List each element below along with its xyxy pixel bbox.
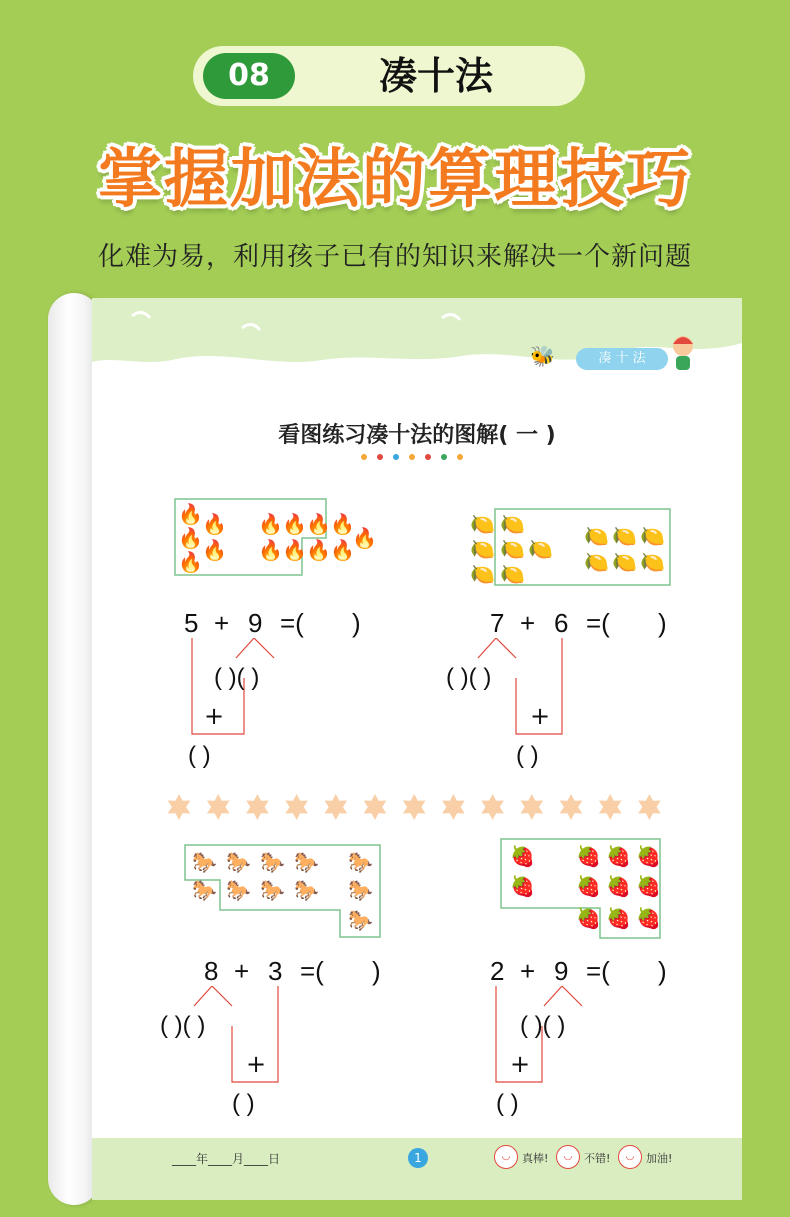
- star-icon: [442, 794, 465, 820]
- star-icon: [168, 794, 191, 820]
- campfire-icon: 🔥: [282, 512, 307, 536]
- star-icon: [521, 794, 544, 820]
- lemon-icon: 🍋: [612, 524, 637, 548]
- equation: [490, 608, 690, 642]
- child-mascot-icon: [666, 332, 700, 374]
- sum-blank[interactable]: ( ): [496, 1090, 519, 1117]
- lemon-icon: 🍋: [500, 562, 525, 586]
- strawberry-icon: 🍓: [606, 874, 631, 898]
- plus-sign: +: [204, 702, 225, 730]
- answer-close: ): [658, 608, 667, 638]
- horse-icon: 🐎: [348, 908, 373, 932]
- star-icon: [481, 794, 504, 820]
- worksheet-title: 看图练习凑十法的图解( 一 ): [278, 423, 556, 448]
- strawberry-icon: 🍓: [510, 844, 535, 868]
- plus-sign: +: [520, 608, 536, 638]
- campfire-icon: 🔥: [178, 502, 203, 526]
- strawberry-icon: 🍓: [636, 906, 661, 930]
- campfire-icon: 🔥: [202, 538, 227, 562]
- section-header: [193, 46, 585, 106]
- lemon-icon: 🍋: [640, 550, 665, 574]
- horse-icon: 🐎: [192, 878, 217, 902]
- star-icon: [638, 794, 661, 820]
- plus-sign: +: [520, 956, 536, 986]
- star-icon: [246, 794, 269, 820]
- lemon-icon: 🍋: [470, 537, 495, 561]
- campfire-icon: 🔥: [202, 512, 227, 536]
- answer-close: ): [372, 956, 381, 986]
- split-blanks[interactable]: ( )( ): [446, 664, 492, 691]
- split-blanks[interactable]: ( )( ): [520, 1012, 566, 1039]
- strawberry-icon: 🍓: [636, 844, 661, 868]
- worksheet-page: [92, 298, 742, 1200]
- campfire-icon: 🔥: [258, 512, 283, 536]
- star-icon: [285, 794, 308, 820]
- rating-good: 不错!: [584, 1152, 611, 1165]
- horse-icon: 🐎: [348, 850, 373, 874]
- addend-b: 3: [268, 956, 283, 986]
- equals-open: =(: [586, 608, 610, 638]
- lemon-icon: 🍋: [640, 524, 665, 548]
- lemon-icon: 🍋: [612, 550, 637, 574]
- lemon-icon: 🍋: [584, 524, 609, 548]
- sum-blank[interactable]: ( ): [232, 1090, 255, 1117]
- star-divider: [164, 792, 664, 822]
- star-icon: [325, 794, 348, 820]
- sum-blank[interactable]: ( ): [188, 742, 211, 769]
- addend-b: 9: [248, 608, 263, 638]
- addend-a: 2: [490, 956, 505, 986]
- horse-icon: 🐎: [294, 878, 319, 902]
- strawberry-icon: 🍓: [510, 874, 535, 898]
- campfire-icon: 🔥: [330, 512, 355, 536]
- bee-icon: 🐝: [530, 344, 555, 368]
- campfire-icon: 🔥: [178, 550, 203, 574]
- campfire-icon: 🔥: [330, 538, 355, 562]
- horse-icon: 🐎: [260, 878, 285, 902]
- star-icon: [207, 794, 230, 820]
- sum-blank[interactable]: ( ): [516, 742, 539, 769]
- campfire-icon: 🔥: [306, 512, 331, 536]
- lemon-icon: 🍋: [500, 537, 525, 561]
- strawberry-icon: 🍓: [606, 906, 631, 930]
- star-icon: [364, 794, 387, 820]
- section-number-badge: 08: [203, 53, 295, 99]
- strawberry-icon: 🍓: [576, 874, 601, 898]
- horse-icon: 🐎: [226, 878, 251, 902]
- addend-b: 6: [554, 608, 569, 638]
- lemon-icon: 🍋: [470, 562, 495, 586]
- answer-close: ): [352, 608, 361, 638]
- lemon-icon: 🍋: [528, 537, 553, 561]
- plus-sign: +: [530, 702, 551, 730]
- split-blanks[interactable]: ( )( ): [160, 1012, 206, 1039]
- section-title: 凑十法: [378, 54, 493, 98]
- campfire-icon: 🔥: [352, 526, 377, 550]
- headline: 掌握加法的算理技巧: [98, 143, 692, 217]
- page-number: 1: [408, 1148, 428, 1168]
- equals-open: =(: [280, 608, 304, 638]
- star-icon: [560, 794, 583, 820]
- lemon-icon: 🍋: [584, 550, 609, 574]
- campfire-icon: 🔥: [178, 526, 203, 550]
- strawberry-icon: 🍓: [636, 874, 661, 898]
- subtitle: 化难为易，利用孩子已有的知识来解决一个新问题: [97, 242, 692, 272]
- equation: [184, 608, 384, 642]
- strawberry-icon: 🍓: [606, 844, 631, 868]
- addend-a: 7: [490, 608, 505, 638]
- equation: [490, 956, 690, 990]
- lemon-icon: 🍋: [500, 512, 525, 536]
- smiley-face-icon: ◡: [494, 1145, 518, 1169]
- equation: [204, 956, 404, 990]
- horse-icon: 🐎: [260, 850, 285, 874]
- date-line: ____年____月____日: [172, 1152, 281, 1166]
- campfire-icon: 🔥: [282, 538, 307, 562]
- lemon-icon: 🍋: [470, 512, 495, 536]
- plus-sign: +: [246, 1050, 267, 1078]
- strawberry-icon: 🍓: [576, 844, 601, 868]
- campfire-icon: 🔥: [306, 538, 331, 562]
- plus-sign: +: [234, 956, 250, 986]
- addend-a: 8: [204, 956, 219, 986]
- split-blanks[interactable]: ( )( ): [214, 664, 260, 691]
- answer-close: ): [658, 956, 667, 986]
- equals-open: =(: [586, 956, 610, 986]
- horse-icon: 🐎: [294, 850, 319, 874]
- strawberry-icon: 🍓: [576, 906, 601, 930]
- star-icon: [403, 794, 426, 820]
- addend-b: 9: [554, 956, 569, 986]
- rating-try-harder: 加油!: [646, 1152, 673, 1165]
- horse-icon: 🐎: [192, 850, 217, 874]
- rating-great: 真棒!: [522, 1152, 549, 1165]
- plus-sign: +: [214, 608, 230, 638]
- smiley-face-icon: ◡: [618, 1145, 642, 1169]
- equals-open: =(: [300, 956, 324, 986]
- star-icon: [599, 794, 622, 820]
- horse-icon: 🐎: [226, 850, 251, 874]
- horse-icon: 🐎: [348, 878, 373, 902]
- campfire-icon: 🔥: [258, 538, 283, 562]
- topic-tag: 凑 十 法: [576, 348, 668, 370]
- title-ornament: [354, 452, 474, 462]
- plus-sign: +: [510, 1050, 531, 1078]
- smiley-face-icon: ◡: [556, 1145, 580, 1169]
- addend-a: 5: [184, 608, 199, 638]
